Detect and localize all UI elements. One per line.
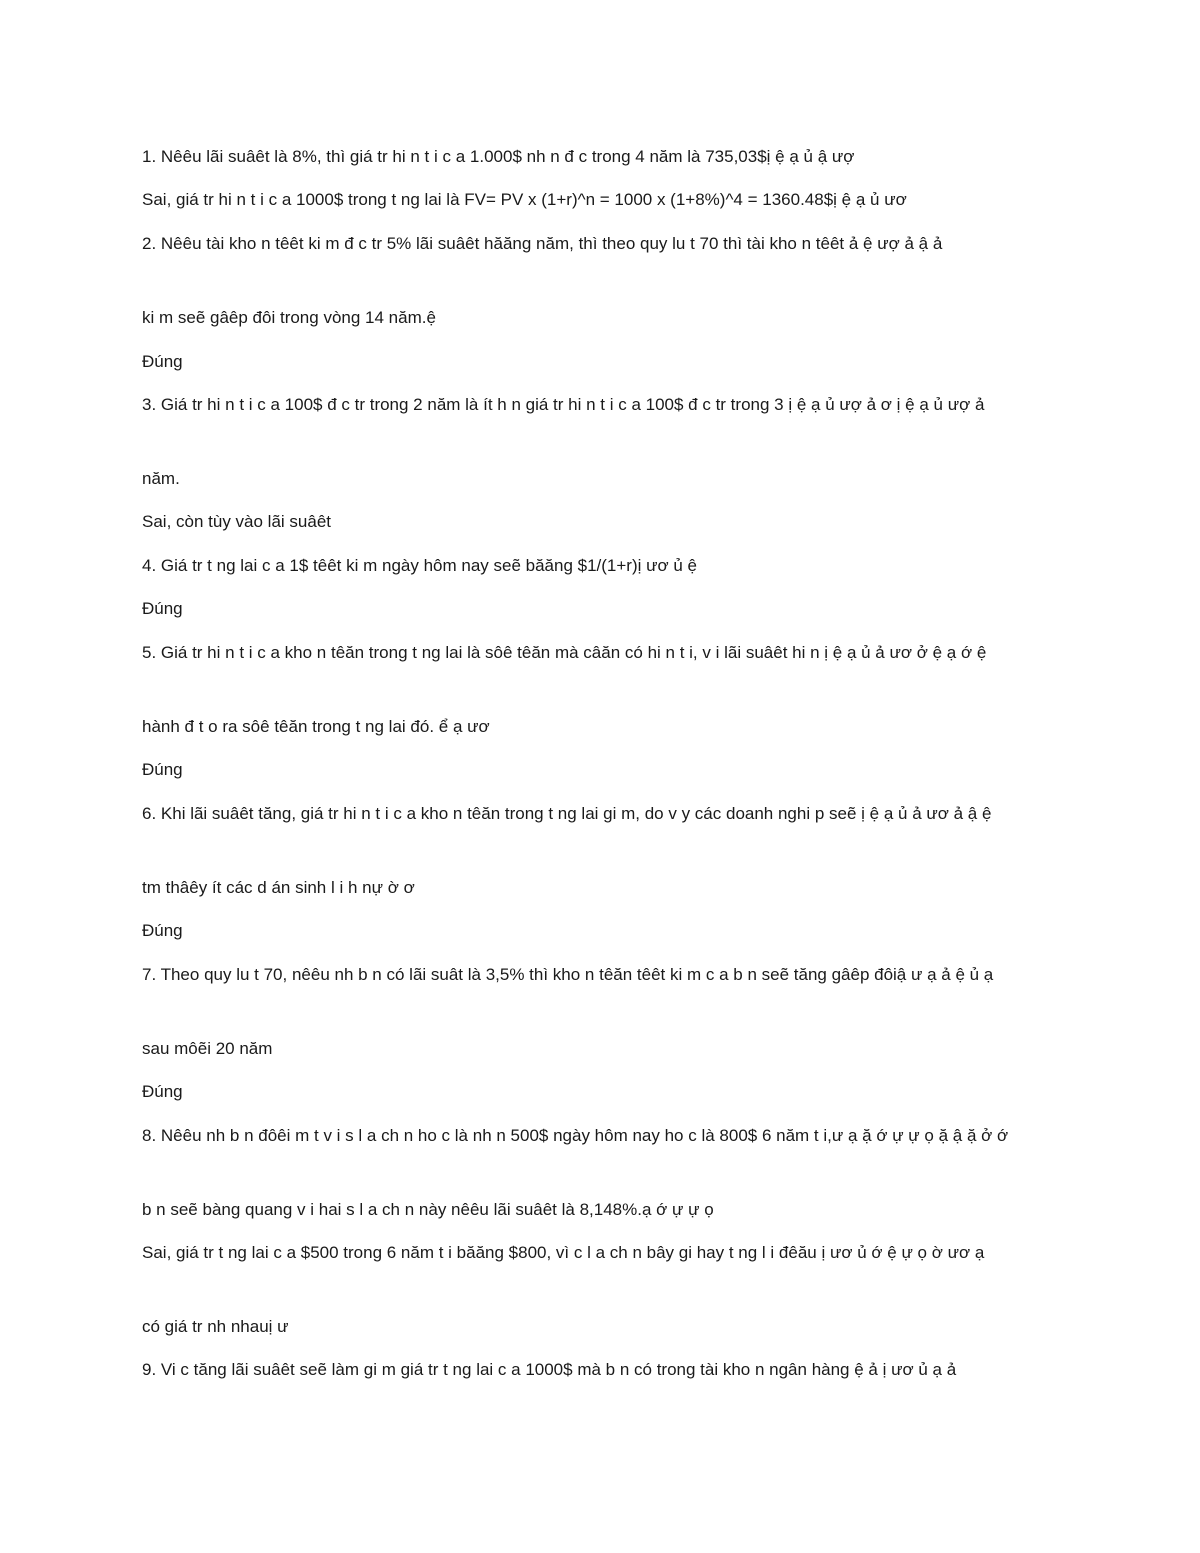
answer-6: Đúng: [142, 921, 183, 940]
question-2: 2. Nêêu tài kho n têêt ki m đ c tr 5% lãi suâêt hăăng năm, thì theo quy lu t 70 thì tài kho n têêt ả ệ ượ ả ậ ả: [142, 234, 943, 253]
question-2-cont: ki m seẽ gâêp đôi trong vòng 14 năm.ệ: [142, 308, 436, 327]
answer-1: Sai, giá tr hi n t i c a 1000$ trong t ng lai là FV= PV x (1+r)^n = 1000 x (1+8%)^4 = 1360.48$ị ệ ạ ủ ươ: [142, 190, 907, 209]
question-3-cont: năm.: [142, 469, 180, 488]
answer-4: Đúng: [142, 599, 183, 618]
question-3: 3. Giá tr hi n t i c a 100$ đ c tr trong 2 năm là ít h n giá tr hi n t i c a 100$ đ c tr trong 3 ị ệ ạ ủ ượ ả ơ ị ệ ạ ủ ượ ả: [142, 395, 985, 414]
question-8-cont: b n seẽ bàng quang v i hai s l a ch n này nêêu lãi suâêt là 8,148%.ạ ớ ự ự ọ: [142, 1200, 714, 1219]
question-6: 6. Khi lãi suâêt tăng, giá tr hi n t i c a kho n têăn trong t ng lai gi m, do v y các doanh nghi p seẽ ị ệ ạ ủ ả ươ ả ậ ệ: [142, 804, 992, 823]
answer-2: Đúng: [142, 352, 183, 371]
question-7: 7. Theo quy lu t 70, nêêu nh b n có lãi suât là 3,5% thì kho n têăn têêt ki m c a b n seẽ tăng gâêp đôiậ ư ạ ả ệ ủ ạ: [142, 965, 994, 984]
question-1: 1. Nêêu lãi suâêt là 8%, thì giá tr hi n t i c a 1.000$ nh n đ c trong 4 năm là 735,03$ị ệ ạ ủ ậ ượ: [142, 147, 855, 166]
question-4: 4. Giá tr t ng lai c a 1$ têêt ki m ngày hôm nay seẽ băăng $1/(1+r)ị ươ ủ ệ: [142, 556, 698, 575]
question-5: 5. Giá tr hi n t i c a kho n têăn trong t ng lai là sôê têăn mà câăn có hi n t i, v i lãi suâêt hi n ị ệ ạ ủ ả ươ ở ệ ạ ớ ệ: [142, 643, 987, 662]
question-6-cont: tm thâêy ít các d án sinh l i h nự ờ ơ: [142, 878, 415, 897]
question-8: 8. Nêêu nh b n đôêi m t v i s l a ch n ho c là nh n 500$ ngày hôm nay ho c là 800$ 6 năm t i,ư ạ ặ ớ ự ự ọ ặ ậ ặ ở ớ: [142, 1126, 1009, 1145]
question-5-cont: hành đ t o ra sôê têăn trong t ng lai đó. ể ạ ươ: [142, 717, 490, 736]
answer-8-cont: có giá tr nh nhauị ư: [142, 1317, 289, 1336]
question-7-cont: sau môẽi 20 năm: [142, 1039, 273, 1058]
answer-8: Sai, giá tr t ng lai c a $500 trong 6 năm t i băăng $800, vì c l a ch n bây gi hay t ng l i đêău ị ươ ủ ớ ệ ự ọ ờ ươ ạ: [142, 1243, 985, 1262]
question-9: 9. Vi c tăng lãi suâêt seẽ làm gi m giá tr t ng lai c a 1000$ mà b n có trong tài kho n ngân hàng ệ ả ị ươ ủ ạ ả: [142, 1360, 957, 1379]
answer-7: Đúng: [142, 1082, 183, 1101]
answer-3: Sai, còn tùy vào lãi suâêt: [142, 512, 332, 531]
answer-5: Đúng: [142, 760, 183, 779]
